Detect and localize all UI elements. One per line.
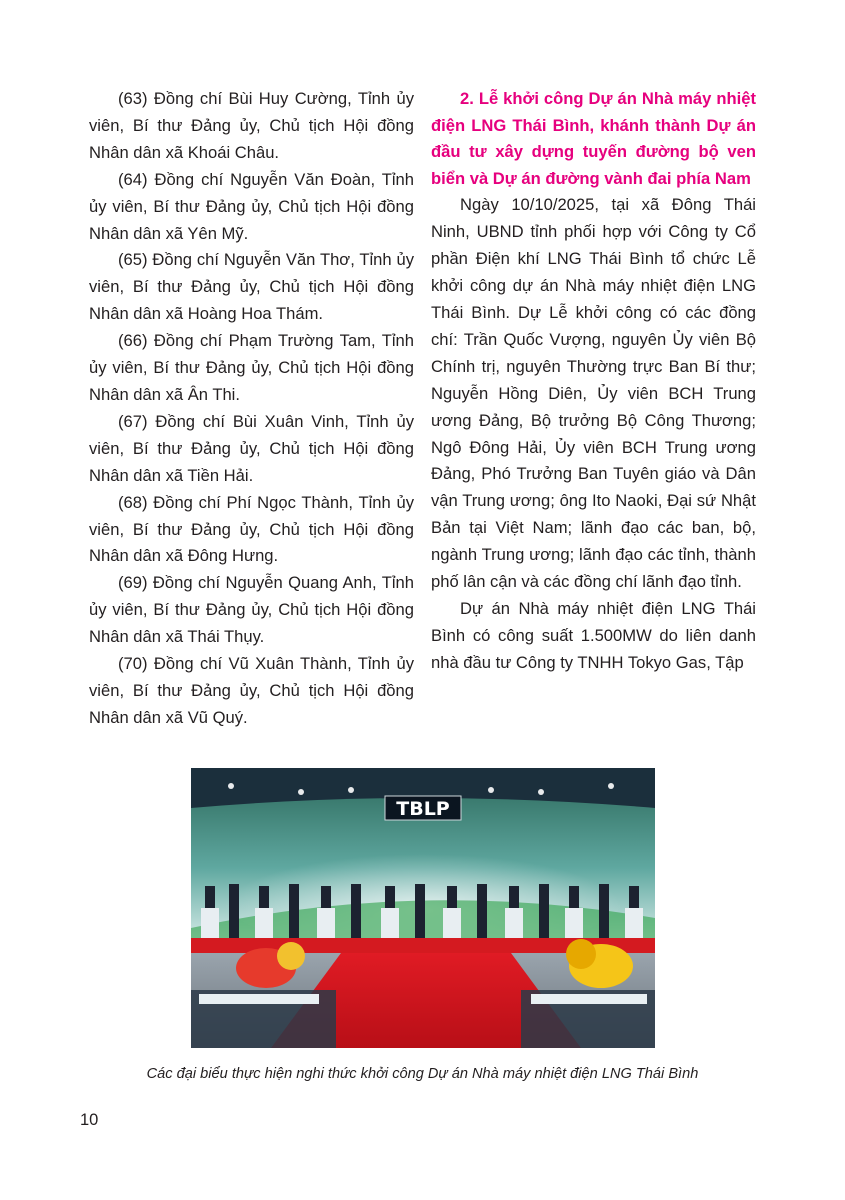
right-column: [431, 86, 756, 677]
left-column: [89, 86, 414, 732]
paragraph-69: (69) Đồng chí Nguyễn Quang Anh, Tỉnh ủy viên, Bí thư Đảng ủy, Chủ tịch Hội đồng Nhân dân xã Thái Thụy.: [89, 573, 414, 647]
paragraph-66: (66) Đồng chí Phạm Trường Tam, Tỉnh ủy viên, Bí thư Đảng ủy, Chủ tịch Hội đồng Nhân dân xã Ân Thi.: [89, 331, 414, 404]
paragraph-68: (68) Đồng chí Phí Ngọc Thành, Tỉnh ủy viên, Bí thư Đảng ủy, Chủ tịch Hội đồng Nhân dân xã Đông Hưng.: [89, 492, 414, 566]
paragraph-64: (64) Đồng chí Nguyễn Văn Đoàn, Tỉnh ủy viên, Bí thư Đảng ủy, Chủ tịch Hội đồng Nhân dân xã Yên Mỹ.: [89, 169, 414, 243]
stage-logo: TBLP: [396, 798, 450, 820]
paragraph-65: (65) Đồng chí Nguyễn Văn Thơ, Tỉnh ủy viên, Bí thư Đảng ủy, Chủ tịch Hội đồng Nhân dân xã Hoàng Hoa Thám.: [89, 250, 414, 324]
section-heading: 2. Lễ khởi công Dự án Nhà máy nhiệt điện LNG Thái Bình, khánh thành Dự án đầu tư xây dựng tuyến đường bộ ven biển và Dự án đường vành đai phía Nam: [431, 89, 756, 188]
paragraph-project: Dự án Nhà máy nhiệt điện LNG Thái Bình có công suất 1.500MW do liên danh nhà đầu tư Công ty TNHH Tokyo Gas, Tập: [431, 598, 756, 672]
paragraph-63: (63) Đồng chí Bùi Huy Cường, Tỉnh ủy viên, Bí thư Đảng ủy, Chủ tịch Hội đồng Nhân dân xã Khoái Châu.: [89, 89, 414, 162]
ceremony-photo: [191, 768, 655, 1048]
page-number: 10: [80, 1111, 99, 1129]
paragraph-ceremony: Ngày 10/10/2025, tại xã Đông Thái Ninh, UBND tỉnh phối hợp với Công ty Cổ phần Điện khí LNG Thái Bình tổ chức Lễ khởi công dự án Nhà máy nhiệt điện LNG Thái Bình. Dự Lễ khởi công có các đồng chí: Trần Quốc Vượng, nguyên Ủy viên Bộ Chính trị, nguyên Thường trực Ban Bí thư; Nguyễn Hồng Diên, Ủy viên BCH Trung ương Đảng, Bộ trưởng Bộ Công Thương; Ngô Đông Hải, Ủy viên BCH Trung ương Đảng, Phó Trưởng Ban Tuyên giáo và Dân vận Trung ương; ông Ito Naoki, Đại sứ Nhật Bản tại Việt Nam; lãnh đạo các ban, bộ, ngành Trung ương; lãnh đạo các tỉnh, thành phố lân cận và các đồng chí lãnh đạo tỉnh.: [431, 195, 756, 592]
paragraph-70: (70) Đồng chí Vũ Xuân Thành, Tỉnh ủy viên, Bí thư Đảng ủy, Chủ tịch Hội đồng Nhân dân xã Vũ Quý.: [89, 654, 414, 727]
paragraph-67: (67) Đồng chí Bùi Xuân Vinh, Tỉnh ủy viên, Bí thư Đảng ủy, Chủ tịch Hội đồng Nhân dân xã Tiền Hải.: [89, 411, 414, 485]
photo-caption: Các đại biểu thực hiện nghi thức khởi công Dự án Nhà máy nhiệt điện LNG Thái Bình: [146, 1066, 699, 1082]
